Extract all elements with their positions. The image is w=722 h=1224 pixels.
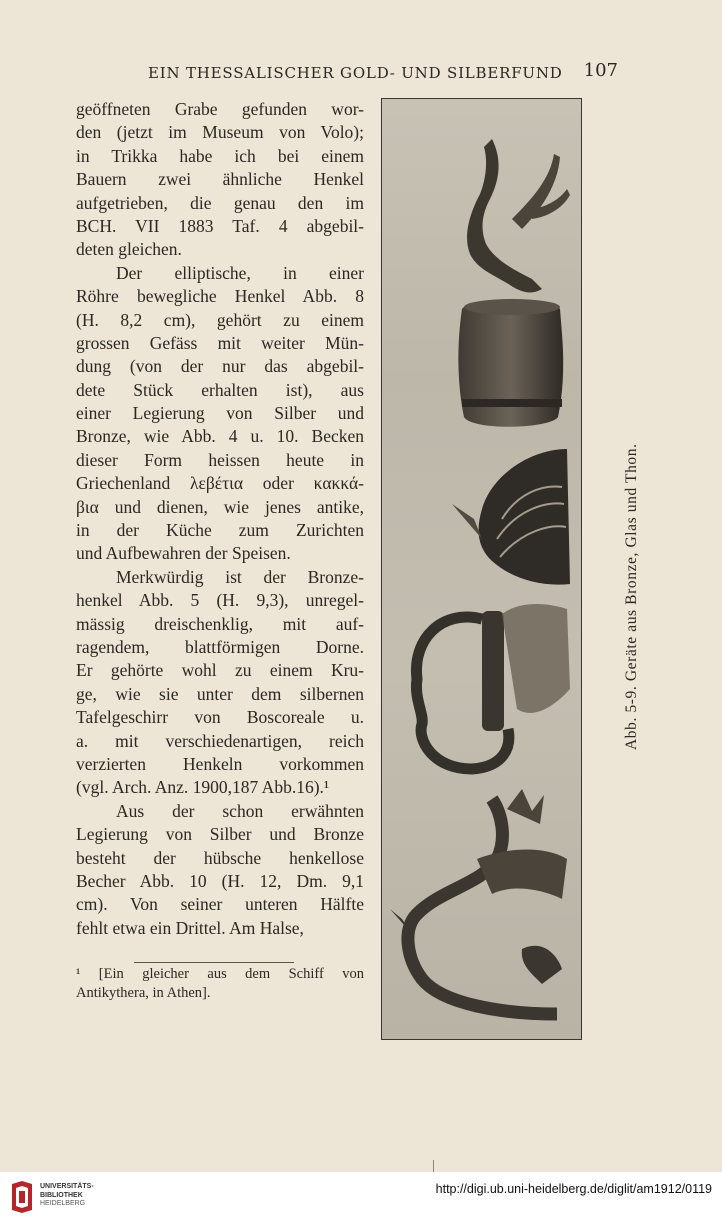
body-line: (H. 8,2 cm), gehört zu einem <box>76 309 364 330</box>
library-name-line-2: BIBLIOTHEK <box>40 1191 83 1199</box>
body-line: a. mit verschiedenartigen, reich <box>76 730 364 751</box>
body-line: Der elliptische, in einer <box>116 262 364 283</box>
ornate-handle-figure <box>390 789 567 1014</box>
body-line: Tafelgeschirr von Boscoreale u. <box>76 707 364 728</box>
body-line: dete Stück erhalten ist), aus <box>76 379 364 400</box>
footnote <box>76 965 364 1003</box>
source-url-link[interactable]: http://digi.ub.uni-heidelberg.de/diglit/am1912/0119 <box>435 1182 712 1196</box>
body-line: den (jetzt im Museum von Volo); <box>76 122 364 143</box>
body-line: Röhre bewegliche Henkel Abb. 8 <box>76 286 364 307</box>
library-name-line-3: HEIDELBERG <box>40 1200 86 1207</box>
body-line: einer Legierung von Silber und <box>76 403 364 424</box>
figure-caption <box>583 400 643 760</box>
library-name-line-1: UNIVERSITÄTS- <box>40 1183 94 1190</box>
figure-photo-illustration <box>382 99 582 1040</box>
handle-three-pronged-figure <box>467 139 570 292</box>
body-line: Aus der schon erwähnten <box>116 800 364 821</box>
body-line: ge, wie sie unter dem silbernen <box>76 683 364 704</box>
body-line: fehlt etwa ein Drittel. Am Halse, <box>76 917 304 938</box>
figure-plate <box>381 98 582 1040</box>
footnote-line: Antikythera, in Athen]. <box>76 985 211 1001</box>
body-line: dung (von der nur das abgebil- <box>76 356 364 377</box>
body-line: Bauern zwei ähnliche Henkel <box>76 169 364 190</box>
body-line: und Aufbewahren der Speisen. <box>76 543 291 564</box>
body-line: aufgetrieben, die genau den im <box>76 192 364 213</box>
page-number: 107 <box>583 60 618 81</box>
glass-vessel-figure <box>452 449 570 585</box>
bowl-fragment-figure <box>458 299 563 427</box>
body-line: henkel Abb. 5 (H. 9,3), unregel- <box>76 590 364 611</box>
body-line: in Trikka habe ich bei einem <box>76 145 364 166</box>
body-line: besteht der hübsche henkellose <box>76 847 364 868</box>
body-line: grossen Gefäss mit weiter Mün- <box>76 332 364 353</box>
body-line: Becher Abb. 10 (H. 12, Dm. 9,1 <box>76 870 364 891</box>
body-line: cm). Von seiner unteren Hälfte <box>76 894 364 915</box>
body-text <box>76 98 364 940</box>
elliptical-handle-figure <box>416 604 570 769</box>
body-line: Legierung von Silber und Bronze <box>76 824 364 845</box>
body-line: dieser Form heissen heute in <box>76 449 364 470</box>
body-line: deten gleichen. <box>76 239 182 260</box>
body-line: BCH. VII 1883 Taf. 4 abgebil- <box>76 215 364 236</box>
body-line: (vgl. Arch. Anz. 1900,187 Abb.16).¹ <box>76 777 330 798</box>
library-name <box>40 1183 94 1209</box>
body-line: mässig dreischenklig, mit auf- <box>76 613 364 634</box>
university-library-logo-icon <box>10 1180 34 1214</box>
body-line: Bronze, wie Abb. 4 u. 10. Becken <box>76 426 364 447</box>
body-line: geöffneten Grabe gefunden wor- <box>76 99 364 119</box>
body-line: ragendem, blattförmigen Dorne. <box>76 636 364 657</box>
body-line: verzierten Henkeln vorkommen <box>76 753 364 774</box>
footnote-rule <box>134 962 294 963</box>
running-head-title: EIN THESSALISCHER GOLD- UND SILBERFUND <box>148 64 563 82</box>
page-trim-mark <box>433 1160 434 1172</box>
body-line: Griechenland λεβέτια oder κακκά- <box>76 473 364 494</box>
body-line: Er gehörte wohl zu einem Kru- <box>76 660 364 681</box>
footer-bar <box>0 1172 722 1224</box>
body-line: βια und dienen, wie jenes antike, <box>76 496 364 517</box>
body-line: Merkwürdig ist der Bronze- <box>116 566 364 587</box>
footnote-line: ¹ [Ein gleicher aus dem Schiff von <box>76 966 364 982</box>
body-line: in der Küche zum Zurichten <box>76 520 364 541</box>
figure-caption-text: Abb. 5-9. Geräte aus Bronze, Glas und Thon. <box>623 443 640 750</box>
